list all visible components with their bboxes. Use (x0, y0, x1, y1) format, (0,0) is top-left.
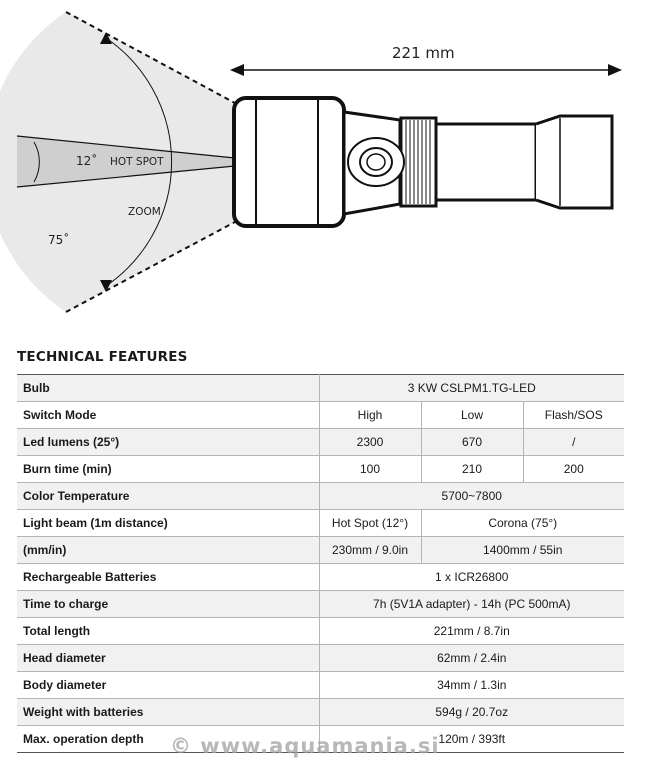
spec-value: Hot Spot (12°) (319, 510, 421, 537)
table-row (17, 645, 624, 672)
table-row (17, 375, 624, 402)
spec-label: Max. operation depth (17, 726, 319, 753)
spec-value: 120m / 393ft (319, 726, 624, 753)
spec-table (17, 374, 624, 753)
flashlight-diagram (0, 0, 645, 330)
spec-label: Weight with batteries (17, 699, 319, 726)
hot-spot-angle-label: 12˚ (76, 154, 98, 168)
spec-value: 5700~7800 (319, 483, 624, 510)
spec-value: Corona (75°) (421, 510, 624, 537)
spec-value: 62mm / 2.4in (319, 645, 624, 672)
zoom-angle-label: 75˚ (48, 233, 70, 247)
hot-spot-label: HOT SPOT (110, 156, 164, 168)
spec-value: 100 (319, 456, 421, 483)
table-row (17, 591, 624, 618)
spec-label: Burn time (min) (17, 456, 319, 483)
spec-label: (mm/in) (17, 537, 319, 564)
length-label: 221 mm (392, 44, 455, 62)
spec-label: Switch Mode (17, 402, 319, 429)
section-title: TECHNICAL FEATURES (17, 349, 188, 365)
table-row (17, 537, 624, 564)
table-row (17, 429, 624, 456)
spec-value: 670 (421, 429, 523, 456)
spec-label: Body diameter (17, 672, 319, 699)
watermark: © www.aquamania.si (170, 734, 440, 758)
spec-value: 594g / 20.7oz (319, 699, 624, 726)
table-row (17, 672, 624, 699)
table-row (17, 618, 624, 645)
spec-label: Time to charge (17, 591, 319, 618)
spec-value: 1 x ICR26800 (319, 564, 624, 591)
table-row (17, 402, 624, 429)
spec-value: 3 KW CSLPM1.TG-LED (319, 375, 624, 402)
spec-label: Light beam (1m distance) (17, 510, 319, 537)
flashlight-head (234, 98, 344, 226)
table-row (17, 483, 624, 510)
spec-value: High (319, 402, 421, 429)
spec-value: 230mm / 9.0in (319, 537, 421, 564)
flashlight-body (436, 124, 536, 200)
spec-label: Color Temperature (17, 483, 319, 510)
spec-value: Low (421, 402, 523, 429)
zoom-label: ZOOM (128, 206, 161, 218)
table-row (17, 510, 624, 537)
table-row (17, 564, 624, 591)
spec-value: / (523, 429, 624, 456)
spec-value: 221mm / 8.7in (319, 618, 624, 645)
spec-label: Head diameter (17, 645, 319, 672)
spec-value: 34mm / 1.3in (319, 672, 624, 699)
spec-value: 210 (421, 456, 523, 483)
table-row (17, 699, 624, 726)
spec-value: 2300 (319, 429, 421, 456)
spec-value: 7h (5V1A adapter) - 14h (PC 500mA) (319, 591, 624, 618)
spec-label: Bulb (17, 375, 319, 402)
table-row (17, 456, 624, 483)
spec-label: Rechargeable Batteries (17, 564, 319, 591)
spec-label: Led lumens (25°) (17, 429, 319, 456)
flashlight-tail (536, 116, 612, 208)
spec-value: Flash/SOS (523, 402, 624, 429)
spec-value: 1400mm / 55in (421, 537, 624, 564)
spec-label: Total length (17, 618, 319, 645)
spec-value: 200 (523, 456, 624, 483)
